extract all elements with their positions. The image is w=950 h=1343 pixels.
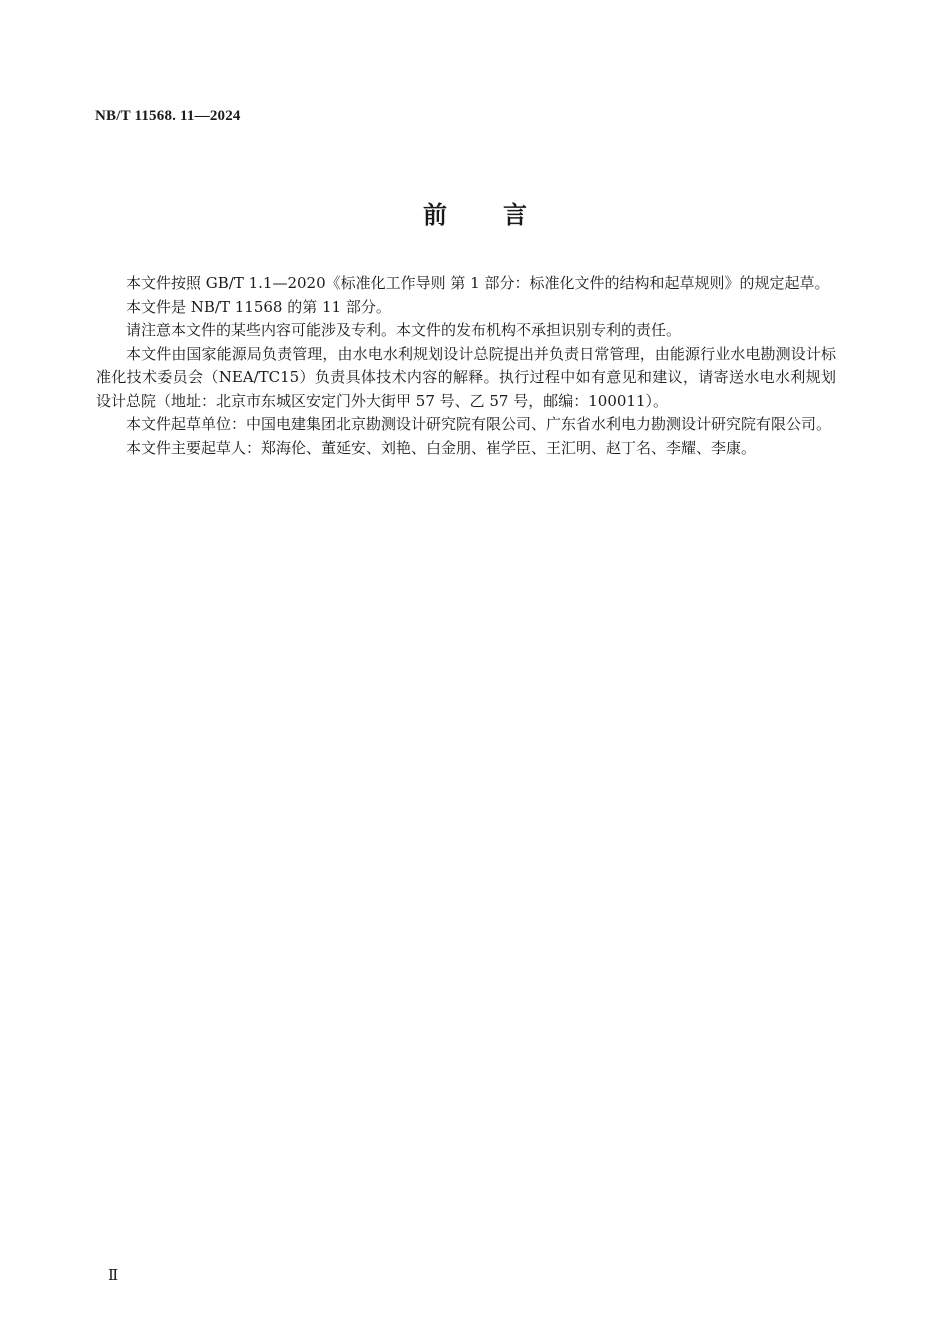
paragraph-management: 本文件由国家能源局负责管理，由水电水利规划设计总院提出并负责日常管理，由能源行业水电勘测设计标准化技术委员会（NEA/TC15）负责具体技术内容的解释。执行过程中如有意见和建议，请寄送水电水利规划设计总院（地址：北京市东城区安定门外大街甲 57 号、乙 57 号，邮编：100011）。 <box>96 344 836 410</box>
paragraph-drafting-units: 本文件起草单位：中国电建集团北京勘测设计研究院有限公司、广东省水利电力勘测设计研究院有限公司。 <box>126 415 832 433</box>
paragraph-part-number: 本文件是 NB/T 11568 的第 11 部分。 <box>126 297 391 316</box>
paragraph-patent-notice: 请注意本文件的某些内容可能涉及专利。本文件的发布机构不承担识别专利的责任。 <box>126 321 682 339</box>
paragraph-drafters: 本文件主要起草人：郑海伦、董延安、刘艳、白金朋、崔学臣、王汇明、赵丁名、李耀、李康。 <box>126 438 757 457</box>
page-title: 前言 <box>423 201 583 229</box>
page-number: Ⅱ <box>108 1268 119 1284</box>
document-code: NB/T 11568. 11—2024 <box>95 108 241 124</box>
foreword-body <box>96 272 836 460</box>
paragraph-drafting-rules: 本文件按照 GB/T 1.1—2020《标准化工作导则 第 1 部分：标准化文件的结构和起草规则》的规定起草。 <box>126 274 830 292</box>
